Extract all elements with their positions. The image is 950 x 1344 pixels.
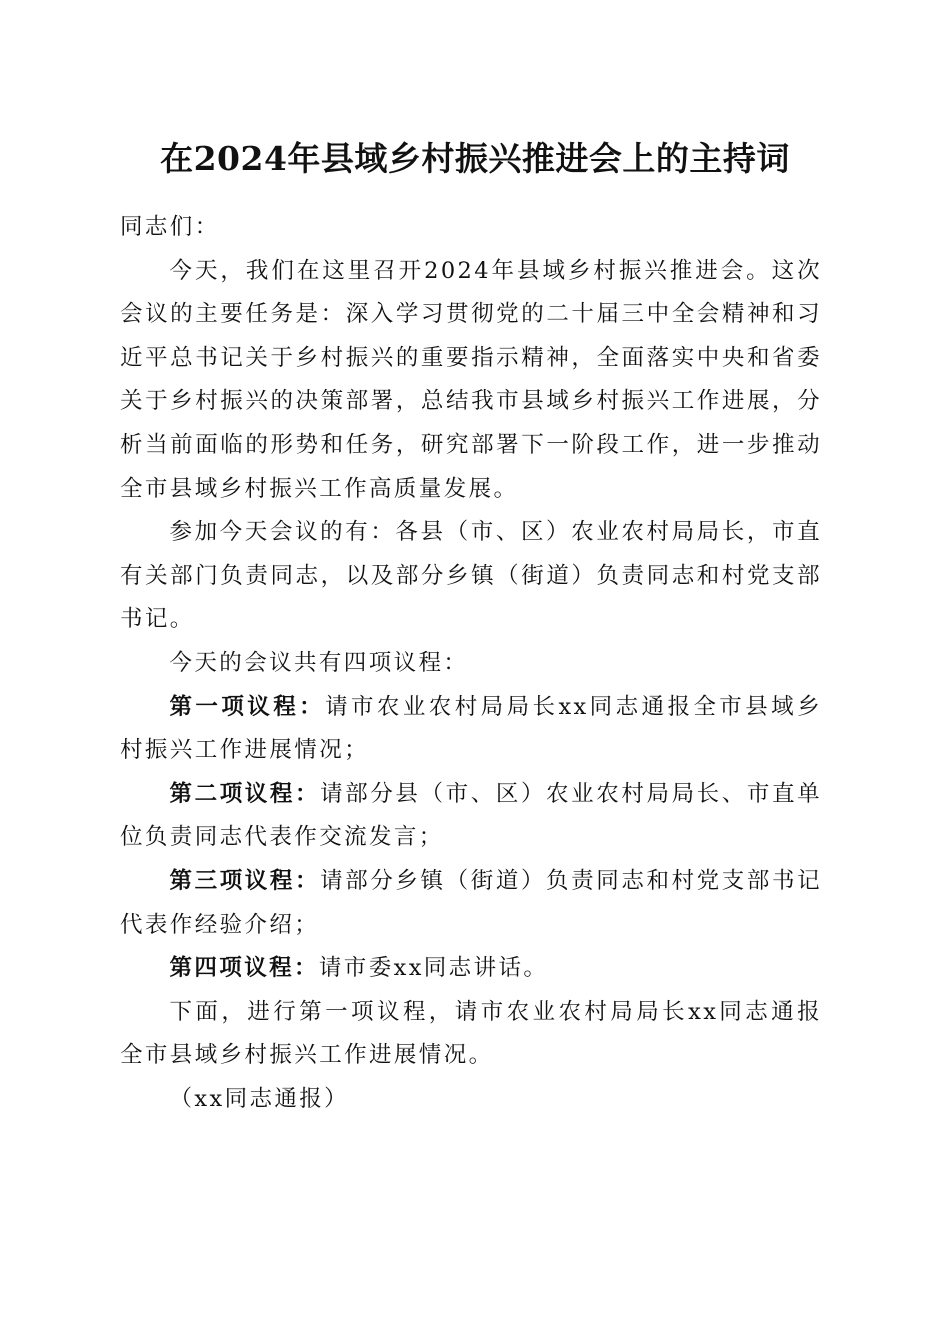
agenda-item-text: 请部分县（市、区）农业农村局局长、市直单位负责同志代表作交流发言； bbox=[120, 780, 822, 851]
agenda-item-label: 第三项议程： bbox=[169, 867, 321, 894]
agenda-item-text: 请市农业农村局局长xx同志通报全市县域乡村振兴工作进展情况； bbox=[120, 693, 822, 764]
parenthetical-note: （xx同志通报） bbox=[169, 1085, 350, 1112]
agenda-item-3 bbox=[120, 860, 822, 947]
document-body bbox=[120, 206, 822, 1121]
agenda-item-label: 第二项议程： bbox=[169, 780, 321, 807]
salutation: 同志们： bbox=[120, 214, 220, 240]
agenda-item-label: 第一项议程： bbox=[169, 693, 326, 720]
closing-paragraph: 下面，进行第一项议程，请市农业农村局局长xx同志通报全市县域乡村振兴工作进展情况。 bbox=[120, 998, 822, 1069]
agenda-item-2 bbox=[120, 773, 822, 860]
agenda-item-label: 第四项议程： bbox=[169, 955, 319, 982]
attendees-paragraph: 参加今天会议的有：各县（市、区）农业农村局局长，市直有关部门负责同志，以及部分乡镇（街道）负责同志和村党支部书记。 bbox=[120, 519, 822, 633]
agenda-item-1 bbox=[120, 686, 822, 773]
agenda-intro-paragraph: 今天的会议共有四项议程： bbox=[169, 649, 469, 676]
intro-paragraph: 今天，我们在这里召开2024年县域乡村振兴推进会。这次会议的主要任务是：深入学习贯彻党的二十届三中全会精神和习近平总书记关于乡村振兴的重要指示精神，全面落实中央和省委关于乡村振兴的决策部署，总结我市县域乡村振兴工作进展，分析当前面临的形势和任务，研究部署下一阶段工作，进一步推动全市县域乡村振兴工作高质量发展。 bbox=[120, 257, 822, 502]
document-title: 在2024年县域乡村振兴推进会上的主持词 bbox=[160, 139, 790, 178]
agenda-item-4 bbox=[120, 947, 822, 991]
agenda-item-text: 请市委xx同志讲话。 bbox=[318, 955, 549, 982]
agenda-item-text: 请部分乡镇（街道）负责同志和村党支部书记代表作经验介绍； bbox=[120, 867, 822, 938]
